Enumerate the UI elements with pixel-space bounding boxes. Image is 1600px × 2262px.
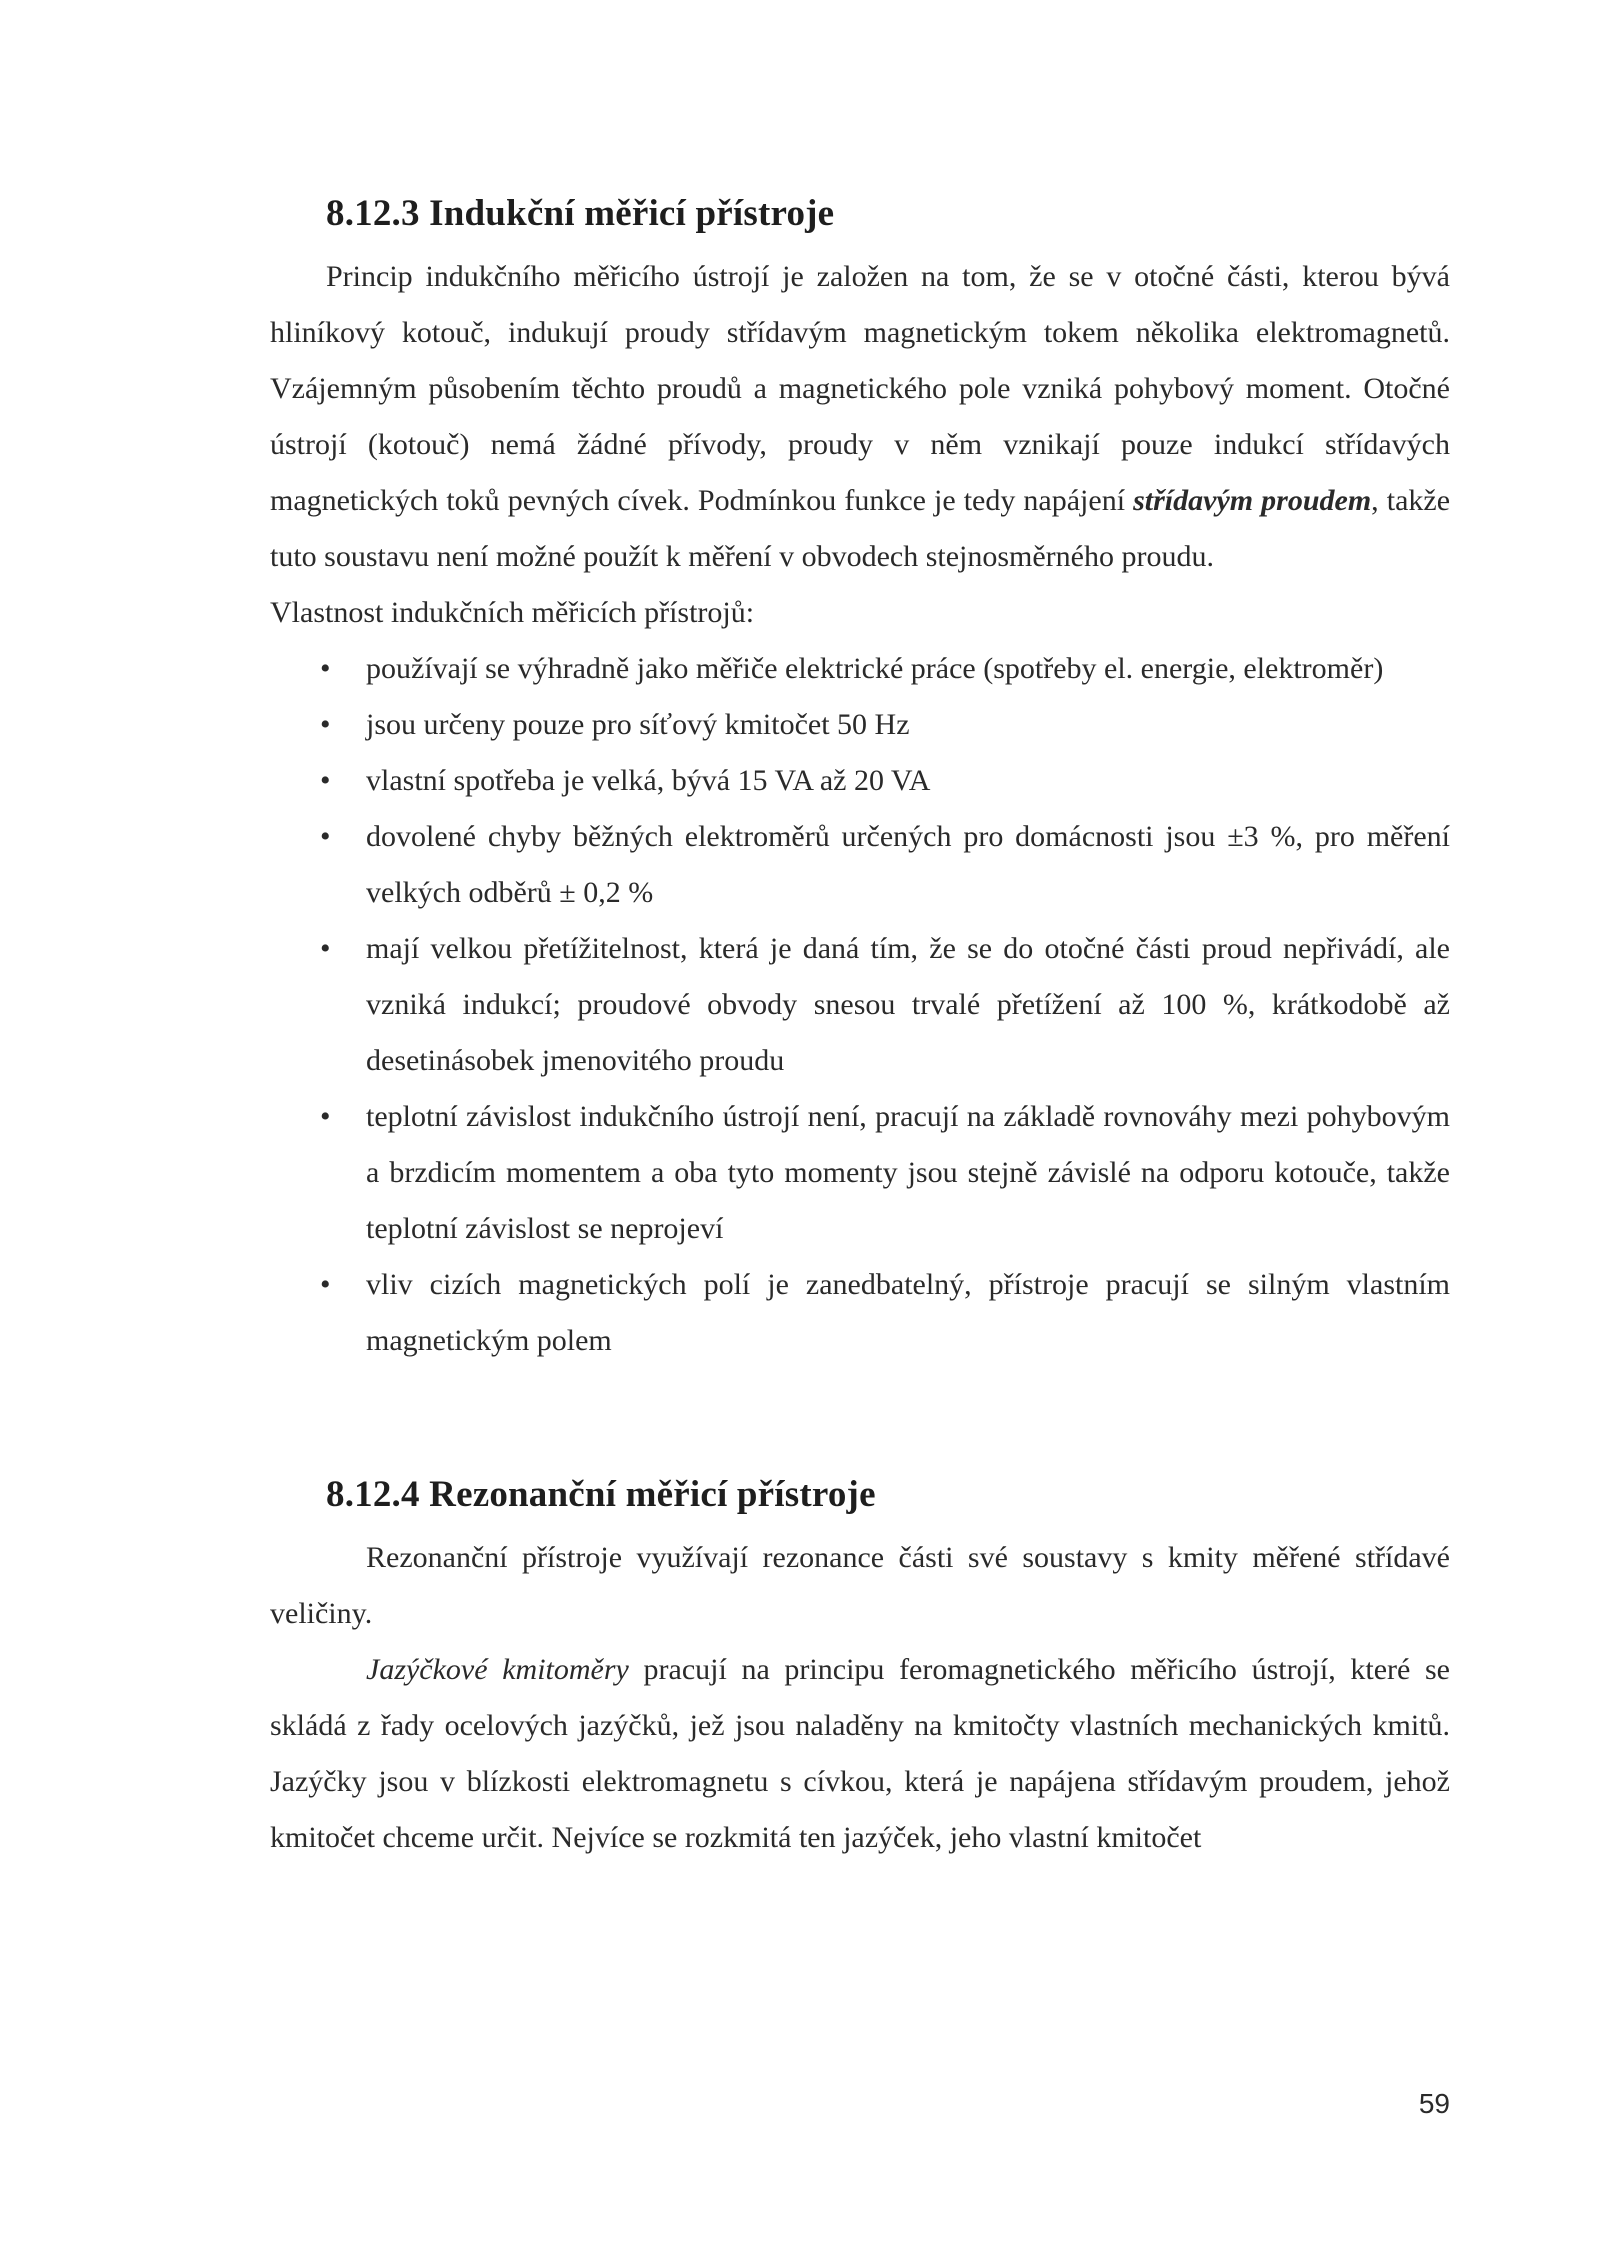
- list-item: [270, 1257, 1450, 1369]
- properties-list: [270, 641, 1450, 1369]
- bullet-icon: •: [320, 1100, 331, 1133]
- page-number: 59: [1418, 2088, 1450, 2119]
- bullet-icon: •: [320, 1268, 331, 1301]
- list-item: [270, 641, 1450, 697]
- paragraph-emphasis: Jazýčkové kmitoměry: [366, 1653, 629, 1686]
- list-item-text: teplotní závislost indukčního ústrojí není, pracují na základě rovnováhy mezi pohybovým a brzdicím momentem a oba tyto momenty jsou stejně závislé na odporu kotouče, takže teplotní závislost se neprojeví: [366, 1100, 1450, 1245]
- intro-paragraph: [270, 249, 1450, 585]
- list-item-text: používají se výhradně jako měřiče elektrické práce (spotřeby el. energie, elektroměr): [366, 652, 1384, 685]
- bullet-icon: •: [320, 820, 331, 853]
- bullet-icon: •: [320, 708, 331, 741]
- list-item-text: vlastní spotřeba je velká, bývá 15 VA až 20 VA: [366, 764, 931, 797]
- list-item: [270, 809, 1450, 921]
- list-item: [270, 697, 1450, 753]
- list-item: [270, 753, 1450, 809]
- body-paragraph: [270, 1642, 1450, 1866]
- properties-heading: Vlastnost indukčních měřicích přístrojů:: [270, 596, 755, 629]
- intro-text-part2: , takže tuto soustavu není možné použít k měření v obvodech stejnosměrného proudu.: [270, 484, 1451, 573]
- list-item-text: vliv cizích magnetických polí je zanedbatelný, přístroje pracují se silným vlastním magnetickým polem: [366, 1268, 1450, 1357]
- section-title: 8.12.4 Rezonanční měřicí přístroje: [326, 1474, 876, 1515]
- list-item-text: jsou určeny pouze pro síťový kmitočet 50 Hz: [366, 708, 910, 741]
- section-title: 8.12.3 Indukční měřicí přístroje: [326, 193, 835, 234]
- list-item-text: mají velkou přetížitelnost, která je daná tím, že se do otočné části proud nepřivádí, ale vzniká indukcí; proudové obvody snesou trvalé přetížení až 100 %, krátkodobě až desetinásobek jmenovitého proudu: [366, 932, 1450, 1077]
- intro-text-part1: Princip indukčního měřicího ústrojí je založen na tom, že se v otočné části, kterou bývá hliníkový kotouč, indukují proudy střídavým magnetickým tokem několika elektromagnetů. Vzájemným působením těchto proudů a magnetického pole vzniká pohybový moment. Otočné ústrojí (kotouč) nemá žádné přívody, proudy v něm vznikají pouze indukcí střídavých magnetických toků pevných cívek. Podmínkou funkce je tedy napájení: [270, 260, 1450, 517]
- bullet-icon: •: [320, 764, 331, 797]
- bullet-icon: •: [320, 932, 331, 965]
- document-page: [270, 180, 1450, 1866]
- paragraph-text: pracují na principu feromagnetického měřicího ústrojí, které se skládá z řady ocelových jazýčků, jež jsou naladěny na kmitočty vlastních mechanických kmitů. Jazýčky jsou v blízkosti elektromagnetu s cívkou, která je napájena střídavým proudem, jehož kmitočet chceme určit. Nejvíce se rozkmitá ten jazýček, jeho vlastní kmitočet: [270, 1653, 1450, 1854]
- list-item: [270, 1089, 1450, 1257]
- list-item-text: dovolené chyby běžných elektroměrů určených pro domácnosti jsou ±3 %, pro měření velkých odběrů ± 0,2 %: [366, 820, 1450, 909]
- body-paragraph: Rezonanční přístroje využívají rezonance části své soustavy s kmity měřené střídavé veličiny.: [270, 1541, 1450, 1630]
- intro-emphasis: střídavým proudem: [1133, 484, 1372, 517]
- bullet-icon: •: [320, 652, 331, 685]
- list-item: [270, 921, 1450, 1089]
